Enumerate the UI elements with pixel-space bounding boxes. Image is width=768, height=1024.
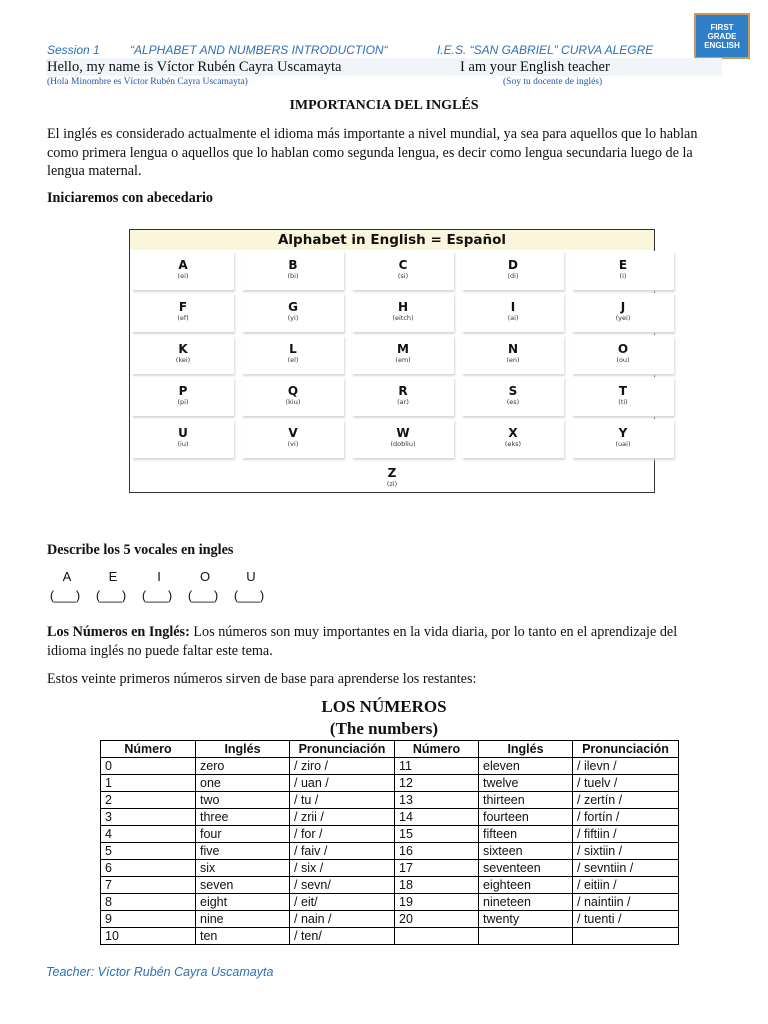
letter-pronunciation: (eitch)	[392, 314, 414, 322]
letter-pronunciation: (i)	[619, 272, 627, 280]
alphabet-cell	[462, 293, 564, 332]
letter-pronunciation: (zi)	[386, 480, 398, 488]
letter: J	[620, 300, 626, 314]
alphabet-cell-z	[132, 460, 652, 492]
alphabet-cell	[242, 377, 344, 416]
table-cell: 20	[395, 911, 479, 928]
table-cell: twelve	[479, 775, 573, 792]
letter: G	[288, 300, 298, 314]
vowels-heading: Describe los 5 vocales en ingles	[47, 542, 234, 558]
table-cell: 3	[101, 809, 196, 826]
letter: Q	[287, 384, 299, 398]
hello-translation: (Hola Minombre es Víctor Rubén Cayra Uscamayta)	[47, 77, 248, 87]
table-cell: / six /	[290, 860, 395, 877]
school-label: I.E.S. “SAN GABRIEL” CURVA ALEGRE	[437, 43, 654, 57]
alphabet-cell	[572, 293, 674, 332]
numbers-text: Los números son muy importantes en la vida diaria, por lo tanto en el aprendizaje del idioma inglés no puede faltar este tema.	[47, 624, 678, 659]
alphabet-cell	[352, 377, 454, 416]
letter-pronunciation: (ar)	[397, 398, 409, 406]
alphabet-chart	[129, 229, 655, 493]
table-cell: five	[196, 843, 290, 860]
letter: B	[288, 258, 298, 272]
alphabet-cell	[462, 335, 564, 374]
numbers-table	[100, 740, 679, 945]
table-cell: eight	[196, 894, 290, 911]
column-header: Pronunciación	[573, 741, 679, 758]
table-cell: 11	[395, 758, 479, 775]
alphabet-cell	[352, 335, 454, 374]
alphabet-cell	[572, 251, 674, 290]
table-row	[101, 792, 679, 809]
vowel-letter: U	[246, 569, 256, 584]
table-row	[101, 877, 679, 894]
table-cell: 4	[101, 826, 196, 843]
letter-pronunciation: (ti)	[618, 398, 628, 406]
table-cell: seventeen	[479, 860, 573, 877]
column-header: Número	[395, 741, 479, 758]
alphabet-cell	[242, 335, 344, 374]
table-cell: 12	[395, 775, 479, 792]
table-cell: / uan /	[290, 775, 395, 792]
table-cell: 5	[101, 843, 196, 860]
numbers-paragraph	[47, 623, 719, 660]
alphabet-cell	[132, 293, 234, 332]
table-cell: / ten/	[290, 928, 395, 945]
letter-pronunciation: (yei)	[615, 314, 631, 322]
alphabet-cell	[462, 251, 564, 290]
letter-pronunciation: (ef)	[177, 314, 189, 322]
table-row	[101, 894, 679, 911]
table-cell: 9	[101, 911, 196, 928]
table-cell: 16	[395, 843, 479, 860]
vowel-answer-blank: (___)	[233, 588, 265, 603]
numbers-subtitle: (The numbers)	[329, 719, 439, 738]
table-cell: / tu /	[290, 792, 395, 809]
table-cell: / eit/	[290, 894, 395, 911]
column-header: Inglés	[196, 741, 290, 758]
table-cell: four	[196, 826, 290, 843]
topic-label: “ALPHABET AND NUMBERS INTRODUCTION“	[130, 43, 388, 57]
letter: K	[178, 342, 188, 356]
letter: Z	[387, 466, 397, 480]
table-cell: / ziro /	[290, 758, 395, 775]
alphabet-cell	[132, 335, 234, 374]
table-cell: nine	[196, 911, 290, 928]
table-row	[101, 826, 679, 843]
numbers-lead: Los Números en Inglés:	[47, 624, 190, 640]
table-row	[101, 860, 679, 877]
table-cell: / zrii /	[290, 809, 395, 826]
letter-pronunciation: (yi)	[287, 314, 299, 322]
alphabet-cell	[132, 377, 234, 416]
letter-pronunciation: (vi)	[287, 440, 299, 448]
vowel-answer-blank: (___)	[49, 588, 81, 603]
table-cell: 1	[101, 775, 196, 792]
letter: V	[288, 426, 298, 440]
table-cell: / tuenti /	[573, 911, 679, 928]
teacher-translation: (Soy tu docente de inglés)	[503, 77, 603, 87]
numbers-table-header	[101, 741, 679, 758]
table-row	[101, 758, 679, 775]
table-cell: one	[196, 775, 290, 792]
table-cell: zero	[196, 758, 290, 775]
alphabet-cell	[352, 251, 454, 290]
session-label: Session 1	[47, 43, 100, 57]
alphabet-cell	[132, 419, 234, 458]
table-row	[101, 809, 679, 826]
vowel-letter: A	[62, 569, 72, 584]
hello-text: Hello, my name is Víctor Rubén Cayra Uscamayta	[47, 59, 342, 75]
table-cell: / ilevn /	[573, 758, 679, 775]
table-cell: sixteen	[479, 843, 573, 860]
letter-pronunciation: (iu)	[177, 440, 189, 448]
letter: R	[398, 384, 408, 398]
column-header: Pronunciación	[290, 741, 395, 758]
vowel-answer-blank: (___)	[187, 588, 219, 603]
alphabet-cell	[352, 419, 454, 458]
letter-pronunciation: (di)	[507, 272, 519, 280]
letter: E	[618, 258, 628, 272]
table-cell: seven	[196, 877, 290, 894]
table-cell: ten	[196, 928, 290, 945]
column-header: Número	[101, 741, 196, 758]
table-cell: / tuelv /	[573, 775, 679, 792]
logo-line: ENGLISH	[704, 40, 740, 50]
alphabet-heading: Iniciaremos con abecedario	[47, 190, 214, 206]
letter-pronunciation: (ou)	[616, 356, 630, 364]
letter: S	[508, 384, 518, 398]
letter: L	[289, 342, 297, 356]
letter-pronunciation: (si)	[397, 272, 409, 280]
table-cell: 15	[395, 826, 479, 843]
letter-pronunciation: (bi)	[287, 272, 299, 280]
alphabet-cell	[132, 251, 234, 290]
letter: Y	[618, 426, 628, 440]
letter: P	[178, 384, 188, 398]
table-cell: twenty	[479, 911, 573, 928]
logo-line: GRADE	[707, 31, 737, 41]
alphabet-cell	[242, 419, 344, 458]
footer-teacher: Teacher: Víctor Rubén Cayra Uscamayta	[46, 965, 274, 979]
teacher-intro: I am your English teacher	[460, 59, 610, 75]
letter-pronunciation: (em)	[395, 356, 411, 364]
alphabet-cell	[242, 293, 344, 332]
table-cell: / faiv /	[290, 843, 395, 860]
letter: H	[397, 300, 409, 314]
alphabet-cell	[572, 377, 674, 416]
letter-pronunciation: (el)	[287, 356, 299, 364]
letter-pronunciation: (ei)	[177, 272, 189, 280]
table-cell: / eitiin /	[573, 877, 679, 894]
table-cell	[395, 928, 479, 945]
letter-pronunciation: (uai)	[615, 440, 631, 448]
letter: W	[396, 426, 410, 440]
table-cell: 14	[395, 809, 479, 826]
table-cell: nineteen	[479, 894, 573, 911]
numbers-base-text: Estos veinte primeros números sirven de base para aprenderse los restantes:	[47, 671, 477, 687]
table-cell: 8	[101, 894, 196, 911]
table-cell: / sevn/	[290, 877, 395, 894]
letter: C	[398, 258, 408, 272]
numbers-title: LOS NÚMEROS	[321, 697, 447, 716]
table-cell: / nain /	[290, 911, 395, 928]
vowel-letter: E	[108, 569, 118, 584]
table-cell: two	[196, 792, 290, 809]
table-cell: 19	[395, 894, 479, 911]
table-cell: 0	[101, 758, 196, 775]
vowel-letter: I	[157, 569, 161, 584]
table-cell: eleven	[479, 758, 573, 775]
logo-line: FIRST	[710, 22, 734, 32]
letter-pronunciation: (dobliu)	[390, 440, 416, 448]
letter-pronunciation: (en)	[506, 356, 520, 364]
letter: X	[508, 426, 518, 440]
importance-title: IMPORTANCIA DEL INGLÉS	[289, 98, 479, 113]
table-cell	[479, 928, 573, 945]
alphabet-cell	[462, 377, 564, 416]
table-cell	[573, 928, 679, 945]
alphabet-cell	[352, 293, 454, 332]
letter: M	[397, 342, 409, 356]
letter-pronunciation: (es)	[506, 398, 520, 406]
alphabet-chart-title: Alphabet in English = Español	[130, 230, 654, 250]
table-cell: / sevntiin /	[573, 860, 679, 877]
table-cell: fifteen	[479, 826, 573, 843]
alphabet-cell	[572, 419, 674, 458]
table-cell: 7	[101, 877, 196, 894]
table-cell: eighteen	[479, 877, 573, 894]
vowel-letter: O	[199, 569, 211, 584]
letter: F	[178, 300, 188, 314]
vowel-answer-blank: (___)	[141, 588, 173, 603]
letter: N	[507, 342, 519, 356]
table-cell: 6	[101, 860, 196, 877]
column-header: Inglés	[479, 741, 573, 758]
importance-paragraph: El inglés es considerado actualmente el idioma más importante a nivel mundial, ya sea para aquellos que lo hablan como primera lengua o aquellos que lo hablan como segunda lengua, es decir como lengua secundaria luego de la lengua maternal.	[47, 126, 698, 179]
table-row	[101, 928, 679, 945]
alphabet-cell	[242, 251, 344, 290]
vowel-answer-blank: (___)	[95, 588, 127, 603]
table-cell: fourteen	[479, 809, 573, 826]
table-cell: / fortín /	[573, 809, 679, 826]
letter-pronunciation: (eks)	[504, 440, 522, 448]
table-cell: three	[196, 809, 290, 826]
letter: O	[617, 342, 629, 356]
table-cell: 10	[101, 928, 196, 945]
letter: U	[178, 426, 188, 440]
table-cell: 13	[395, 792, 479, 809]
table-cell: 17	[395, 860, 479, 877]
letter-pronunciation: (kei)	[175, 356, 191, 364]
letter-pronunciation: (kiu)	[285, 398, 301, 406]
table-cell: / fiftiin /	[573, 826, 679, 843]
alphabet-cell	[462, 419, 564, 458]
table-cell: 18	[395, 877, 479, 894]
table-cell: / sixtiin /	[573, 843, 679, 860]
table-cell: thirteen	[479, 792, 573, 809]
table-cell: / zertín /	[573, 792, 679, 809]
table-row	[101, 843, 679, 860]
letter: T	[618, 384, 628, 398]
table-cell: 2	[101, 792, 196, 809]
alphabet-cell	[572, 335, 674, 374]
letter-pronunciation: (ai)	[507, 314, 519, 322]
table-row	[101, 775, 679, 792]
letter: D	[508, 258, 518, 272]
letter: A	[178, 258, 188, 272]
table-cell: six	[196, 860, 290, 877]
first-grade-english-logo	[694, 13, 750, 59]
table-cell: / for /	[290, 826, 395, 843]
letter-pronunciation: (pi)	[177, 398, 189, 406]
table-row	[101, 911, 679, 928]
letter: I	[510, 300, 516, 314]
table-cell: / naintiin /	[573, 894, 679, 911]
